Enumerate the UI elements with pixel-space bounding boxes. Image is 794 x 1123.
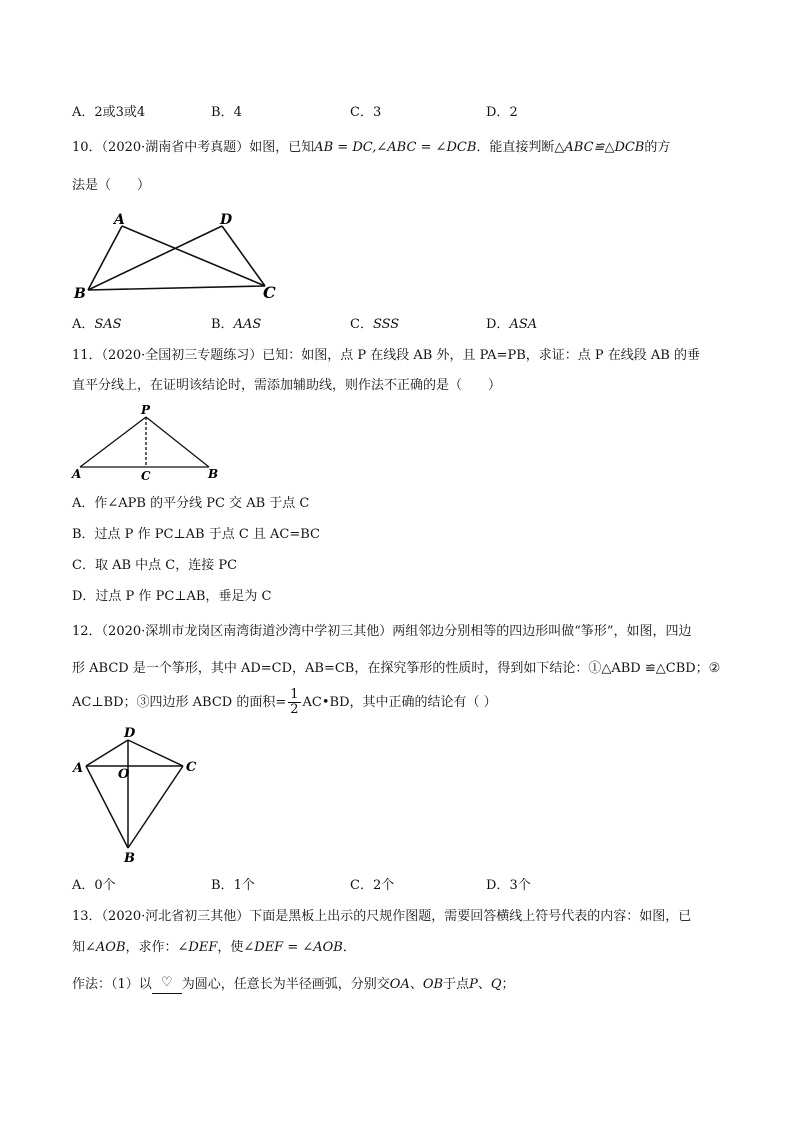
- answer-blank[interactable]: [152, 973, 182, 994]
- label-b: B: [124, 851, 135, 865]
- label-o: O: [118, 767, 130, 782]
- label-a: A: [114, 212, 125, 228]
- segment-ad: [86, 740, 128, 766]
- fraction-one-half: $\frac{1}{2}$: [290, 687, 299, 717]
- q10-options: [72, 313, 732, 333]
- q13-stem-line2: 知∠AOB，求作：∠DEF，使∠DEF = ∠AOB．: [72, 940, 356, 955]
- q10-stem-line2: 法是（ ）: [72, 178, 151, 193]
- label-b: B: [74, 286, 86, 302]
- q11-stem-line2: 直平分线上，在证明该结论时，需添加辅助线，则作法不正确的是（ ）: [72, 378, 502, 393]
- segment-ab: [88, 226, 122, 290]
- q10-option-a[interactable]: A．SAS: [72, 317, 122, 332]
- q11-option-b[interactable]: B．过点 P 作 PC⊥AB 于点 C 且 AC=BC: [72, 527, 321, 542]
- q12-figure: [70, 725, 210, 865]
- q12-stem-line1: 12．（2020·深圳市龙岗区南湾街道沙湾中学初三其他）两组邻边分别相等的四边形叫做“筝形”，如图，四边: [72, 624, 692, 639]
- segment-pb: [146, 417, 209, 467]
- q11-stem-line1: 11．（2020·全国初三专题练习）已知：如图，点 P 在线段 AB 外，且 PA=PB，求证：点 P 在线段 AB 的垂: [72, 348, 700, 363]
- q13-stem-line1: 13．（2020·河北省初三其他）下面是黑板上出示的尺规作图题，需要回答横线上符号代表的内容：如图，已: [72, 909, 692, 924]
- label-p: P: [141, 403, 151, 417]
- segment-cb: [128, 766, 183, 848]
- segment-pa: [80, 417, 146, 467]
- label-d: D: [220, 212, 233, 228]
- q10-option-d[interactable]: D．ASA: [486, 317, 538, 332]
- q11-option-c[interactable]: C．取 AB 中点 C，连接 PC: [72, 558, 238, 573]
- q12-option-b[interactable]: B．1个: [211, 878, 255, 893]
- q11-option-a[interactable]: A．作∠APB 的平分线 PC 交 AB 于点 C: [72, 496, 310, 511]
- label-d: D: [124, 726, 136, 741]
- label-c: C: [263, 283, 276, 302]
- q10-figure: [72, 206, 278, 302]
- q9-option-c[interactable]: C．3: [350, 105, 382, 120]
- q10-stem-line1: 10．（2020·湖南省中考真题）如图，已知AB = DC,∠ABC = ∠DCB．能直接判断△ABC≌△DCB的方: [72, 140, 671, 155]
- q9-option-a[interactable]: A．2或3或4: [72, 105, 146, 120]
- q12-stem-line3: AC⊥BD；③四边形 ABCD 的面积= $\frac{1}{2}$ AC•BD，其中正确的结论有（ ）: [72, 687, 497, 717]
- q12-option-d[interactable]: D．3个: [486, 878, 531, 893]
- segment-bc: [88, 286, 265, 290]
- q12-options: [72, 874, 732, 894]
- q10-option-b[interactable]: B．AAS: [211, 317, 262, 332]
- label-a: A: [73, 761, 84, 776]
- heart-icon: ♡: [160, 975, 173, 990]
- q12-stem-line2: 形 ABCD 是一个筝形，其中 AD=CD，AB=CB，在探究筝形的性质时，得到如下结论：①△ABD ≌△CBD；②: [72, 661, 721, 676]
- q11-figure: [70, 400, 230, 482]
- q12-option-a[interactable]: A．0个: [72, 878, 116, 893]
- label-c: C: [141, 469, 151, 482]
- q10-option-c[interactable]: C．SSS: [350, 317, 400, 332]
- q9-options: [72, 101, 732, 121]
- q9-option-b[interactable]: B．4: [211, 105, 242, 120]
- q13-method-line1: 作法：（1）以 ♡ 为圆心，任意长为半径画弧，分别交OA、OB于点P、Q；: [72, 975, 515, 992]
- segment-dc: [128, 740, 183, 766]
- q9-option-d[interactable]: D．2: [486, 105, 518, 120]
- q12-option-c[interactable]: C．2个: [350, 878, 395, 893]
- label-b: B: [208, 467, 219, 481]
- label-c: C: [186, 760, 197, 775]
- segment-bd: [88, 226, 222, 290]
- label-a: A: [72, 467, 82, 481]
- q11-option-d[interactable]: D．过点 P 作 PC⊥AB，垂足为 C: [72, 589, 272, 604]
